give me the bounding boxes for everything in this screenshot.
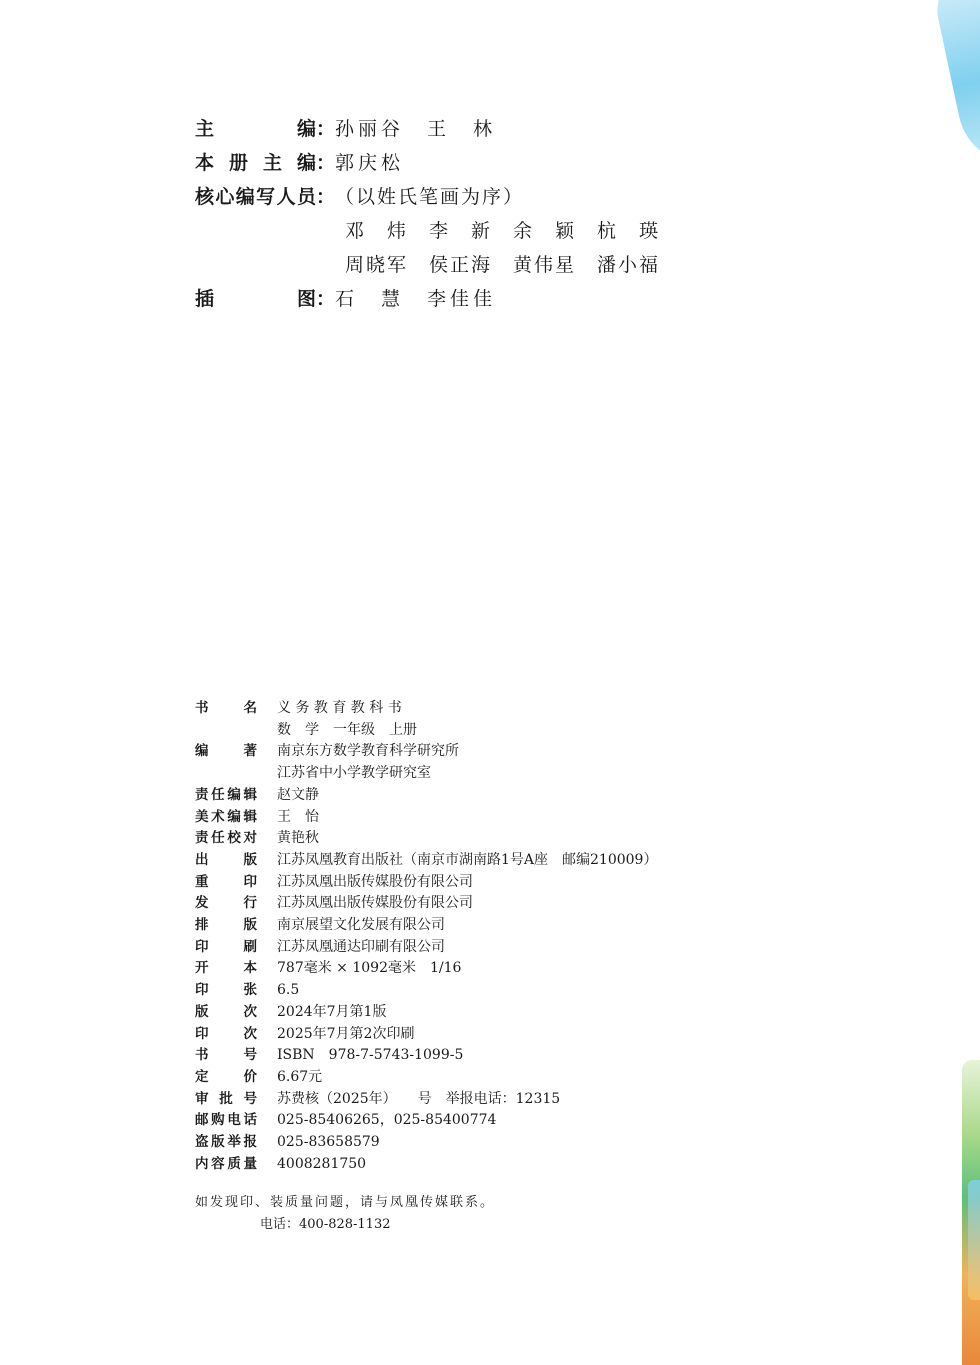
colophon-value: 南京展望文化发展有限公司 — [277, 917, 445, 934]
colophon-label: 开 本 — [195, 960, 257, 977]
quality-note: 如发现印、装质量问题，请与凤凰传媒联系。 — [195, 1195, 496, 1210]
colophon — [195, 698, 755, 1175]
credit-label: 本 册 主 编： — [195, 152, 335, 174]
service-phone: 电话：400-828-1132 — [260, 1217, 391, 1232]
colophon-value: 江苏凤凰出版传媒股份有限公司 — [277, 873, 473, 890]
credit-row-writers-1 — [195, 216, 755, 250]
credit-value: 郭庆松 — [335, 152, 405, 174]
colophon-row — [195, 1045, 755, 1067]
colophon-row — [195, 1110, 755, 1132]
colophon-value: 2024年7月第1版 — [277, 1003, 387, 1020]
colophon-label: 责 任 校 对 — [195, 830, 257, 847]
colophon-row — [195, 937, 755, 959]
colophon-value: 江苏凤凰出版传媒股份有限公司 — [277, 895, 473, 912]
colophon-label: 版 次 — [195, 1003, 257, 1020]
colophon-row — [195, 980, 755, 1002]
colophon-label: 印 张 — [195, 982, 257, 999]
colophon-value: 苏费核（2025年） 号 举报电话：12315 — [277, 1090, 561, 1107]
colophon-value: 黄艳秋 — [277, 830, 319, 847]
colophon-value: 江苏省中小学教学研究室 — [277, 765, 431, 782]
colophon-value: 江苏凤凰教育出版社（南京市湖南路1号A座 邮编210009） — [277, 851, 658, 868]
colophon-label: 审 批 号 — [195, 1090, 257, 1107]
colophon-row-book-subtitle — [195, 720, 755, 742]
colophon-row — [195, 807, 755, 829]
credit-label: 核 心 编 写 人 员： — [195, 186, 335, 208]
colophon-label: 邮 购 电 话 — [195, 1112, 257, 1129]
colophon-value: 王 怡 — [277, 808, 319, 825]
colophon-row — [195, 1132, 755, 1154]
colophon-row — [195, 915, 755, 937]
colophon-label: 书 名 — [195, 700, 257, 716]
colophon-row — [195, 1024, 755, 1046]
colophon-row — [195, 1089, 755, 1111]
credit-value: 石 慧 李佳佳 — [335, 288, 497, 310]
colophon-label: 美 术 编 辑 — [195, 808, 257, 825]
credit-label: 主 编： — [195, 118, 335, 140]
colophon-row — [195, 872, 755, 894]
colophon-row-author-2 — [195, 763, 755, 785]
colophon-value: 江苏凤凰通达印刷有限公司 — [277, 938, 445, 955]
credit-row-core-writers — [195, 182, 755, 216]
credit-value: 邓 炜 李 新 余 颖 杭 瑛 — [345, 220, 661, 242]
colophon-row-author — [195, 741, 755, 763]
colophon-value: 赵文静 — [277, 786, 319, 803]
colophon-row — [195, 893, 755, 915]
colophon-label: 发 行 — [195, 895, 257, 912]
colophon-value: 025-83658579 — [277, 1134, 380, 1151]
credit-value: 孙丽谷 王 林 — [335, 118, 497, 140]
colophon-value: 数 学 一年级 上册 — [277, 721, 417, 738]
colophon-value: 2025年7月第2次印刷 — [277, 1025, 415, 1042]
colophon-row — [195, 850, 755, 872]
colophon-label: 印 刷 — [195, 938, 257, 955]
colophon-label: 编 著 — [195, 743, 257, 760]
credit-row-chief-editor — [195, 114, 755, 148]
colophon-label: 出 版 — [195, 851, 257, 868]
credits-block — [195, 114, 755, 318]
colophon-label: 书 号 — [195, 1047, 257, 1064]
edge-decoration-accent — [968, 1180, 980, 1300]
colophon-label: 定 价 — [195, 1068, 257, 1085]
colophon-label: 重 印 — [195, 873, 257, 890]
colophon-row — [195, 1067, 755, 1089]
colophon-value: 义 务 教 育 教 科 书 — [277, 700, 402, 716]
colophon-label: 印 次 — [195, 1025, 257, 1042]
colophon-row-book-name — [195, 698, 755, 720]
colophon-row — [195, 958, 755, 980]
colophon-value: 787毫米 × 1092毫米 1/16 — [277, 960, 462, 977]
colophon-value: 6.5 — [277, 982, 300, 999]
colophon-value: ISBN 978-7-5743-1099-5 — [277, 1047, 464, 1064]
colophon-row — [195, 1002, 755, 1024]
credit-row-writers-2 — [195, 250, 755, 284]
colophon-value: 南京东方数学教育科学研究所 — [277, 743, 459, 760]
colophon-label: 内 容 质 量 — [195, 1155, 257, 1172]
colophon-row — [195, 785, 755, 807]
colophon-row — [195, 1154, 755, 1176]
credit-value: 周晓军 侯正海 黄伟星 潘小福 — [345, 254, 661, 276]
credit-row-volume-editor — [195, 148, 755, 182]
credit-value: （以姓氏笔画为序） — [335, 186, 525, 208]
colophon-value: 4008281750 — [277, 1155, 367, 1172]
colophon-row — [195, 828, 755, 850]
colophon-label: 责 任 编 辑 — [195, 786, 257, 803]
colophon-rows — [195, 785, 755, 1176]
corner-decoration-top — [930, 0, 980, 175]
credit-label: 插 图： — [195, 288, 335, 310]
colophon-label: 排 版 — [195, 917, 257, 934]
colophon-value: 6.67元 — [277, 1068, 323, 1085]
credit-row-illustrator — [195, 284, 755, 318]
colophon-value: 025-85406265，025-85400774 — [277, 1112, 497, 1129]
edge-decoration-bottom — [962, 1060, 980, 1365]
colophon-label: 盗 版 举 报 — [195, 1134, 257, 1151]
